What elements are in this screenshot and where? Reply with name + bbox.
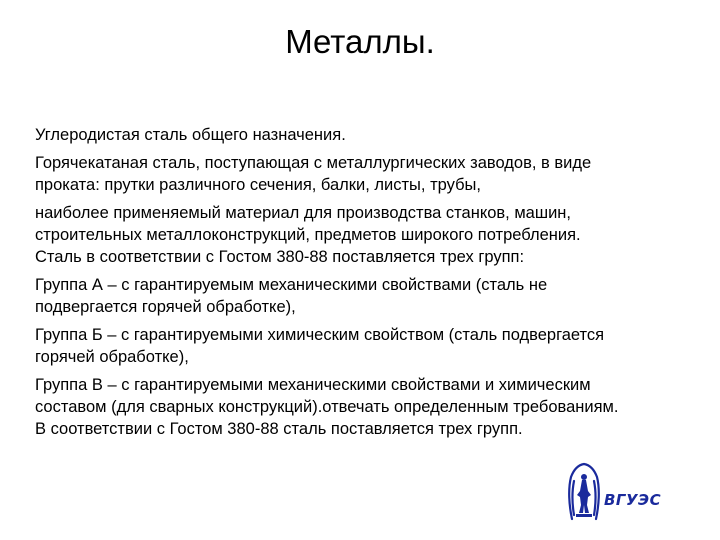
paragraph-carbon-steel [35,124,685,146]
university-logo [566,461,674,521]
paragraph-line: Группа А – с гарантируемым механическими свойствами (сталь не [35,276,548,294]
paragraph-line: подвергается горячей обработке), [35,298,296,316]
paragraph-group-b [35,324,685,368]
paragraph-line: Группа Б – с гарантируемыми химическим свойством (сталь подвергается [35,326,605,344]
paragraph-line: В соответствии с Гостом 380-88 сталь поставляется трех групп. [35,420,523,438]
paragraph-applications [35,202,685,268]
paragraph-group-v [35,374,685,440]
paragraph-line: Группа В – с гарантируемыми механическими свойствами и химическим [35,376,591,394]
university-logo-text: ВГУЭС [604,491,662,509]
university-emblem-icon [566,461,602,521]
paragraph-line: строительных металлоконструкций, предметов широкого потребления. [35,226,581,244]
paragraph-line: Углеродистая сталь общего назначения. [35,126,346,144]
paragraph-line: проката: прутки различного сечения, балки, листы, трубы, [35,176,481,194]
paragraph-line: Сталь в соответствии с Гостом 380-88 поставляется трех групп: [35,248,525,266]
paragraph-line: Горячекатаная сталь, поступающая с металлургических заводов, в виде [35,154,592,172]
paragraph-hot-rolled-steel [35,152,685,196]
paragraph-line: горячей обработке), [35,348,189,366]
paragraph-group-a [35,274,685,318]
slide-body [35,124,685,446]
paragraph-line: составом (для сварных конструкций).отвечать определенным требованиям. [35,398,619,416]
slide-title: Металлы. [285,23,435,60]
paragraph-line: наиболее применяемый материал для производства станков, машин, [35,204,572,222]
